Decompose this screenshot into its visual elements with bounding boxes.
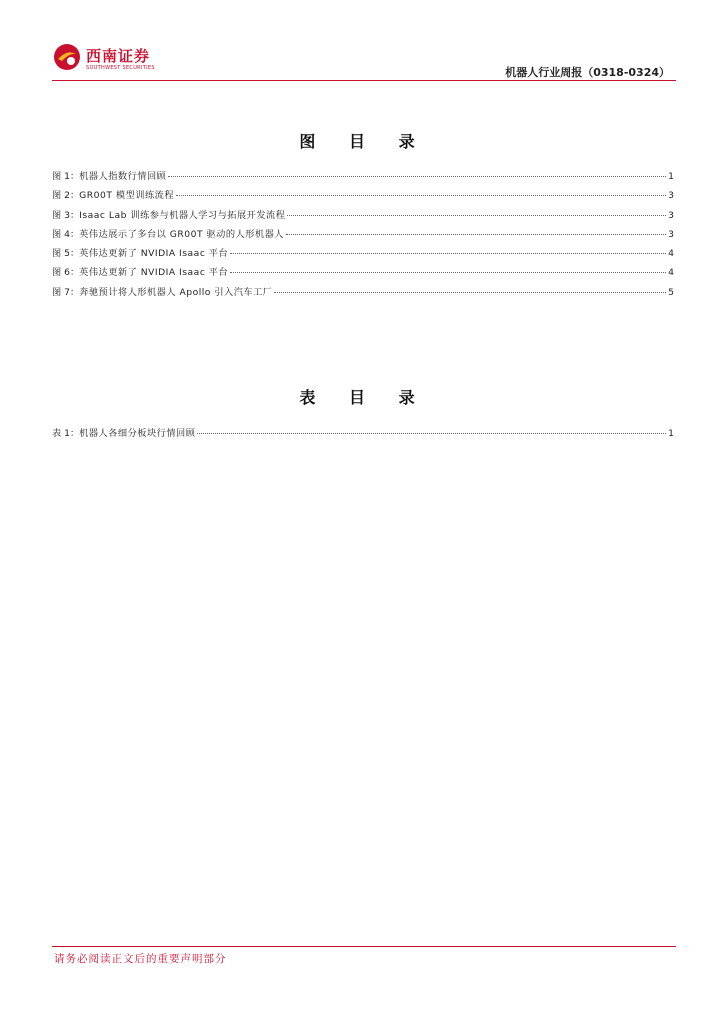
toc-entry-label: 图 4：	[52, 228, 80, 240]
toc-entry-page: 3	[668, 190, 674, 202]
page-header	[52, 40, 676, 82]
toc-entry[interactable]	[52, 226, 674, 245]
toc-entry[interactable]	[52, 284, 674, 303]
toc-leader-dots	[168, 176, 666, 177]
report-title: 机器人行业周报（0318-0324）	[505, 66, 670, 79]
toc-leader-dots	[197, 433, 666, 434]
toc-entry-title: 奔驰预计将人形机器人 Apollo 引入汽车工厂	[79, 286, 273, 298]
toc-leader-dots	[274, 292, 666, 293]
toc-entry[interactable]	[52, 245, 674, 264]
logo-mark-icon	[52, 42, 82, 72]
toc-entry-label: 图 1：	[52, 171, 80, 182]
toc-leader-dots	[286, 234, 666, 235]
toc-leader-dots	[287, 215, 666, 216]
toc-entry-label: 图 3：	[52, 209, 80, 221]
toc-entry-label: 图 6：	[52, 267, 80, 279]
logo-english-text: SOUTHWEST SECURITIES	[86, 65, 155, 71]
toc-entry-title: GR00T 模型训练流程	[79, 190, 175, 202]
header-divider	[52, 80, 676, 81]
toc-entry[interactable]	[52, 207, 674, 226]
toc-entry-page: 1	[668, 428, 674, 439]
table-list	[52, 425, 674, 444]
figure-list-title: 图 目 录	[299, 132, 429, 151]
table-list-title: 表 目 录	[299, 388, 429, 407]
toc-leader-dots	[176, 195, 666, 196]
toc-entry-label: 表 1：	[52, 428, 80, 439]
toc-entry-page: 3	[668, 209, 674, 221]
footer-disclaimer: 请务必阅读正文后的重要声明部分	[54, 953, 227, 965]
toc-entry[interactable]	[52, 264, 674, 283]
toc-entry-page: 5	[668, 286, 674, 298]
company-logo	[52, 42, 172, 78]
footer-divider	[52, 946, 676, 947]
toc-leader-dots	[230, 253, 666, 254]
toc-entry-title: 英伟达展示了多台以 GR00T 驱动的人形机器人	[79, 228, 284, 240]
toc-entry[interactable]	[52, 187, 674, 206]
toc-entry-page: 3	[668, 228, 674, 240]
toc-entry-title: Isaac Lab 训练参与机器人学习与拓展开发流程	[79, 209, 286, 221]
toc-entry-title: 英伟达更新了 NVIDIA Isaac 平台	[79, 248, 229, 260]
toc-entry-label: 图 5：	[52, 248, 80, 260]
toc-entry[interactable]	[52, 425, 674, 444]
toc-entry-page: 4	[668, 267, 674, 279]
toc-entry[interactable]	[52, 168, 674, 187]
toc-entry-title: 机器人各细分板块行情回顾	[79, 428, 196, 439]
toc-entry-label: 图 2：	[52, 190, 80, 202]
toc-entry-label: 图 7：	[52, 286, 80, 298]
toc-entry-page: 4	[668, 248, 674, 260]
toc-entry-title: 机器人指数行情回顾	[79, 171, 167, 182]
figure-list	[52, 168, 674, 303]
toc-leader-dots	[230, 272, 666, 273]
logo-chinese-text: 西南证券	[86, 47, 151, 65]
toc-entry-title: 英伟达更新了 NVIDIA Isaac 平台	[79, 267, 229, 279]
toc-entry-page: 1	[668, 171, 674, 182]
